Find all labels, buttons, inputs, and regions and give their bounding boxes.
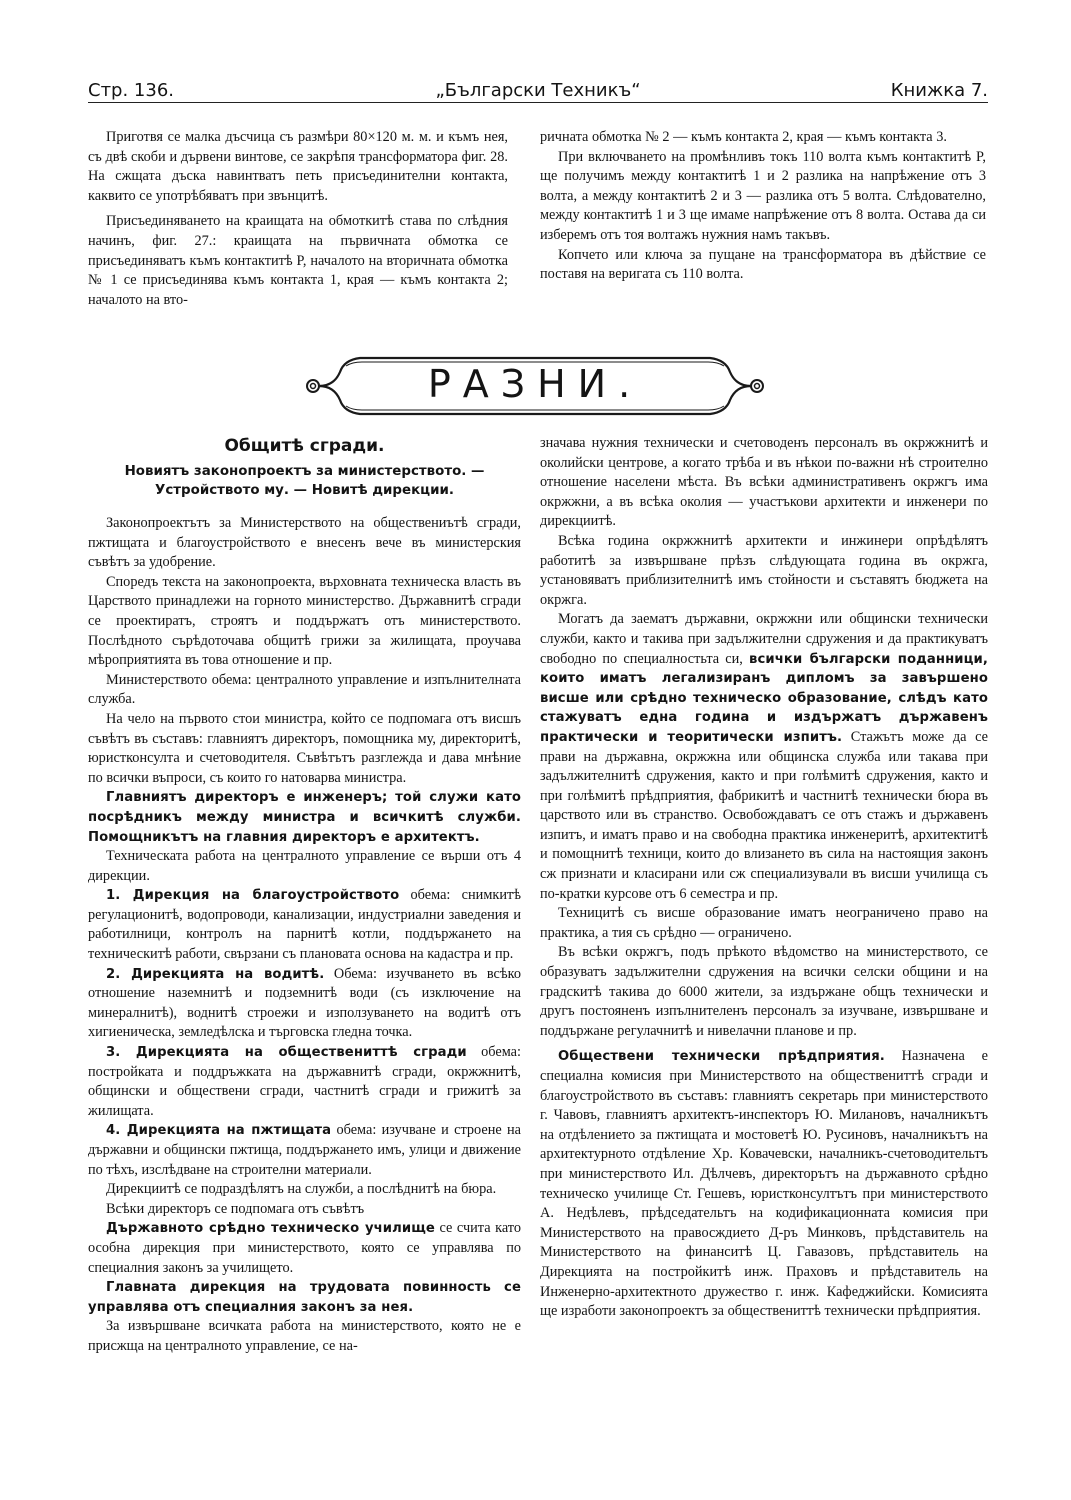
paragraph-text: обема: постройката и поддръжката на държавнитѣ сгради, окржжнитѣ, общински и обществени сгради, частнитѣ сгради и грижитѣ за жилищата. xyxy=(88,1044,521,1119)
paragraph xyxy=(88,886,521,964)
paragraph xyxy=(88,1219,521,1278)
paragraph-text: Назначена е специална комисия при Министерството на обществениттѣ сгради и благоустройството въ съставъ: главниятъ секретарь при министерството г. Чавовъ, главниятъ архитектъ-инспекторъ Ю. Милановъ, началникътъ на отдѣлението за пжтищата и мостоветѣ Ю. Русиновъ, началникътъ на архитектурното отдѣление Хр. Ковачевски, началникъ-счетоводительтъ при министерството Ил. Дѣлчевъ, директорътъ на държавното срѣдно техническо училище Ст. Гешевъ, юристконсултътъ при министерството А. Недѣлевъ, прѣдседательтъ на кодификационната комисия при Министерството на правосждието Д-ръ Минковъ, прѣдставитель на Министерството на финанситѣ Ц. Гавазовъ, прѣдставитель на Дирекцията на постройкитѣ инж. Праховъ и прѣдставитель на Инженерно-архитектното дружество г. инж. Кафеджийски. Комисията ще изработи законопроектъ за обществениттѣ технически прѣдприятия. xyxy=(540,1048,988,1320)
paragraph-bold: Главната дирекция на трудовата повинность се управлява отъ специалния законъ за нея. xyxy=(88,1280,521,1315)
paragraph-text: се счита като особна дирекция при министерството, която се управлява по специалния законъ за училището. xyxy=(88,1220,521,1276)
paragraph-bold: Главниятъ директоръ е инженеръ; той служи като посрѣдникъ между министра и всичкитѣ служби. Помощникътъ на главния директоръ е архитектъ. xyxy=(88,790,521,845)
paragraph: Законопроектътъ за Министерството на обществениътѣ сгради, пжтищата и благоустройството е внесенъ вече въ министерския съвѣтъ за удобрение. xyxy=(88,515,521,571)
page-number: Стр. 136. xyxy=(88,80,175,101)
paragraph: Техническата работа на централното управление се върши отъ 4 дирекции. xyxy=(88,848,521,884)
bottom-right-column xyxy=(540,434,988,1322)
section-title: РАЗНИ. xyxy=(427,362,643,406)
paragraph-text: Могатъ да заематъ държавни, окржжни или общински технически служби, както и такива при задължителни сдружения и да практикуватъ свободно по специалностьта си, xyxy=(540,611,988,667)
header-rule xyxy=(88,102,988,103)
directorate-label: 2. Дирекцията на водитѣ. xyxy=(106,966,325,982)
directorate-label: 3. Дирекцията на обществениттѣ сгради xyxy=(106,1045,467,1061)
paragraph: Копчето или ключа за пущане на трансформатора въ дѣйствие се поставя на веригата съ 110 волта. xyxy=(540,246,986,283)
paragraph: Министерството обема: централното управление и изпълнителната служба. xyxy=(88,671,521,708)
issue-number: Книжка 7. xyxy=(890,80,988,101)
paragraph: За извършване всичката работа на министерството, която не е присжща на централното управление, се на- xyxy=(88,1318,521,1354)
paragraph: Техницитѣ съ висше образование иматъ неограничено право на практика, а тия съ срѣдно — ограничено. xyxy=(540,905,988,941)
paragraph: Споредъ текста на законопроекта, върховната техническа власть въ Царството принадлежи на горното министерство. Държавнитѣ сгради се проектиратъ, строятъ и поддържатъ отъ министерството. Послѣдното сърѣдоточава общитѣ грижи за жилищата, проучава мѣроприятията въ това отношение и пр. xyxy=(88,573,521,669)
paragraph: Въ всѣки окржгъ, подъ прѣкото вѣдомство на министерството, се образуватъ задължителни сдружения на всички селски общини и на градскитѣ такива до 6000 жители, за издържане общъ технически и другъ постояненъ изпълнителенъ персоналъ за изучване, извършване и поддържане регулачнитѣ и нивелачни планове и пр. xyxy=(540,944,988,1039)
paragraph: Приготвя се малка дъсчица съ размѣри 80×120 м. м. и къмъ нея, съ двѣ скоби и дървени винтове, се закрѣпя трансформатора фиг. 28. На сжщата дъска навинтватъ петь присъединителни контакта, каквито се употрѣбяватъ при звънцитѣ. xyxy=(88,129,508,204)
paragraph: ричната обмотка № 2 — къмъ контакта 2, края — къмъ контакта 3. xyxy=(540,129,947,145)
paragraph-bold-text: всички български поданници, които иматъ легализиранъ дипломъ за завършено висше или срѣдно техническо образование, слѣдъ като стажуватъ една година и издържатъ държавенъ практически и теоритически изпитъ. xyxy=(540,651,988,745)
paragraph-text: Обема: изучването въ всѣко отношение наземнитѣ и подземнитѣ води (съ изключение на минералнитѣ), воднитѣ строежи и използуването на водитѣ отъ хигиеническа, земледѣлска и търговска гледна точка. xyxy=(88,965,521,1041)
school-label: Държавното срѣдно техническо училище xyxy=(106,1221,435,1237)
article-subtitle: Новиятъ законопроектъ за министерството. — Устройството му. — Новитѣ дирекции. xyxy=(124,464,485,498)
top-left-column xyxy=(88,128,508,310)
bottom-left-column xyxy=(88,434,521,1357)
journal-title: „Български Техникъ“ xyxy=(435,80,641,101)
paragraph-text: обема: изучване и строене на държавни и общински пжтища, поддържането имъ, улици и движение по тѣхъ, изслѣдване на строителни материали. xyxy=(88,1122,521,1178)
paragraph: значава нужния технически и счетоводенъ персоналъ въ окржжнитѣ и околийски центрове, а когато трѣба и въ нѣкои по-важни нѣ строително отношение населени мѣста. Въ всѣки административенъ окржгъ има окржжни, а въ всѣка околия — участъкови архитекти и инженери по дирекциитѣ. xyxy=(540,435,988,530)
paragraph xyxy=(88,1043,521,1121)
paragraph-text: Стажътъ може да се прави на държавна, окржжна или общинска служба или такава при задължителнитѣ сдружения, както и при голѣмитѣ сдружения, както и при голѣмитѣ прѣдприятия, фабрикитѣ и частнитѣ технически бюра въ царството или въ странство. Освобождаватъ се отъ стажъ и държавенъ изпитъ, и иматъ право и на свободна практика инженеритѣ, архитектитѣ и помощнитѣ техници, които до влизането въ сила на настоящия законъ сж признати и класирани или сж специализували въ висши училища съ по-кратки курсове отъ 6 семестра и пр. xyxy=(540,728,988,902)
article-title: Общитѣ сгради. xyxy=(224,436,385,456)
paragraph: Всѣка година окржжнитѣ архитекти и инжинери опрѣдѣлятъ работитѣ за извършване прѣзъ слѣдующата година въ окржга, установяватъ приблизителнитѣ имъ стойности и съставятъ бюджета на окржга. xyxy=(540,532,988,608)
section-label: Обществени технически прѣдприятия. xyxy=(558,1049,885,1065)
paragraph xyxy=(540,1047,988,1321)
directorate-label: 4. Дирекцията на пжтищата xyxy=(106,1123,332,1139)
paragraph: Присъединяването на краищата на обмоткитѣ става по слѣдния начинъ, фиг. 27.: краищата на първичната обмотка се присъединяватъ къмъ контактитѣ P, началото на вторичната обмотка № 1 се присъединява къмъ контакта 1, края — къмъ контакта 2; началото на вто- xyxy=(88,213,508,308)
paragraph: Дирекциитѣ се подраздѣлятъ на служби, а послѣднитѣ на бюра. xyxy=(106,1181,497,1198)
paragraph-text: обема: снимкитѣ регулационитѣ, водопроводи, канализации, индустриални заведения и работилници, контролъ на парнитѣ котли, поддържането на техническитѣ работи, свързани съ плановата основа на кадастра и пр. xyxy=(88,887,521,963)
paragraph: На чело на първото стои министра, който се подпомага отъ висшъ съвѣтъ въ съставъ: главниятъ директоръ, помощника му, директоритѣ, юристконсулта и счетоводителя. Съвѣтътъ разглежда и дава мнѣние по всички въпроси, съ които го натоварва министра. xyxy=(88,710,521,786)
paragraph: При включването на промѣнливъ токъ 110 волта къмъ контактитѣ P, ще получимъ между контактитѣ 1 и 2 разлика на напрѣжение отъ 3 волта, а между контактитѣ 2 и 3 — разлика отъ 5 волта. Слѣдователно, между контактитѣ 1 и 3 ще имаме напрѣжение отъ 8 волта. Остава да си изберемъ отъ тоя волтажъ нужния намъ такъвъ. xyxy=(540,148,986,243)
directorate-label: 1. Дирекция на благоустройството xyxy=(106,888,400,904)
paragraph xyxy=(540,610,988,904)
section-banner xyxy=(300,352,770,420)
top-right-column xyxy=(540,128,986,285)
paragraph: Всѣки директоръ се подпомага отъ съвѣтъ xyxy=(106,1200,365,1217)
page-header xyxy=(88,78,988,104)
paragraph xyxy=(88,1121,521,1180)
paragraph xyxy=(88,965,521,1043)
